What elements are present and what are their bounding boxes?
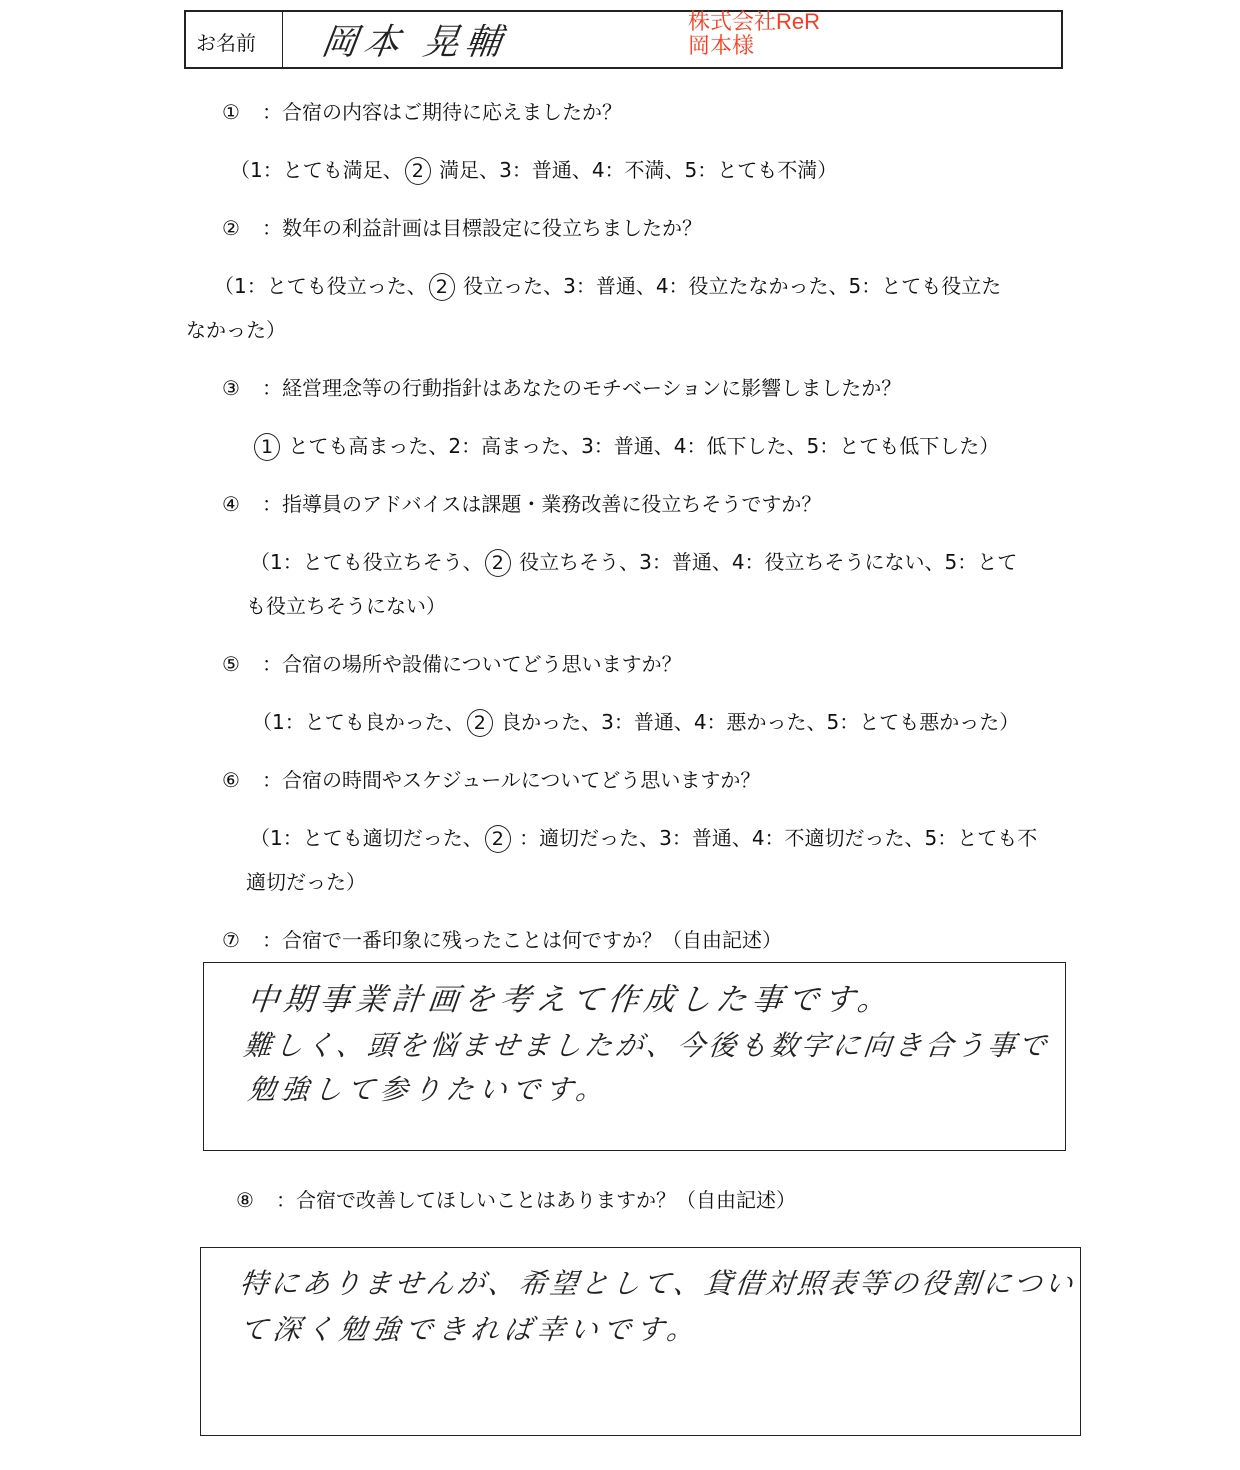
stamp-person: 岡本様 [688, 33, 755, 58]
question-3 [222, 372, 901, 401]
question-7 [222, 924, 782, 953]
answer-7-line-3: 勉強して参りたいです。 [246, 1073, 611, 1106]
option-text: 良かった、3：普通、4：悪かった、5：とても悪かった） [501, 710, 1020, 734]
question-text: ：経営理念等の行動指針はあなたのモチベーションに影響しましたか？ [262, 376, 902, 400]
question-5 [222, 648, 682, 677]
name-box-divider [282, 12, 283, 67]
options-2 [214, 270, 1001, 301]
question-text: ：合宿の内容はご期待に応えましたか？ [262, 100, 622, 124]
options-2-cont: なかった） [186, 318, 286, 342]
option-text: （1：とても満足、 [230, 158, 403, 182]
option-text: ：適切だった、3：普通、4：不適切だった、5：とても不 [519, 826, 1038, 850]
name-label: お名前 [196, 31, 256, 55]
company-stamp [688, 10, 820, 58]
stamp-company: 株式会社ReR [688, 9, 821, 34]
option-text: 役立ちそう、3：普通、4：役立ちそうにない、5：とて [519, 550, 1018, 574]
options-4-cont: も役立ちそうにない） [246, 594, 446, 618]
question-number: ① [222, 100, 240, 124]
question-text: ：合宿で改善してほしいことはありますか？（自由記述） [276, 1188, 796, 1212]
selected-option-circle[interactable]: 1 [254, 433, 280, 461]
options-1 [230, 154, 837, 185]
question-number: ④ [222, 492, 240, 516]
question-2 [222, 212, 702, 241]
question-8 [236, 1184, 796, 1213]
answer-7-line-2: 難しく、頭を悩ませましたが、今後も数字に向き合う事で [242, 1029, 1052, 1062]
question-1 [222, 96, 622, 125]
option-text: （1：とても役立ちそう、 [250, 550, 483, 574]
option-text: （1：とても役立った、 [214, 274, 427, 298]
selected-option-circle[interactable]: 2 [485, 825, 511, 853]
options-3 [252, 430, 999, 461]
question-text: ：合宿の場所や設備についてどう思いますか？ [262, 652, 682, 676]
question-text: ：合宿の時間やスケジュールについてどう思いますか？ [262, 768, 761, 792]
question-number: ⑥ [222, 768, 240, 792]
question-text: ：合宿で一番印象に残ったことは何ですか？（自由記述） [262, 928, 782, 952]
question-text: ：指導員のアドバイスは課題・業務改善に役立ちそうですか？ [262, 492, 822, 516]
question-4 [222, 488, 821, 517]
options-4 [250, 546, 1017, 577]
name-box [184, 10, 1063, 69]
question-text: ：数年の利益計画は目標設定に役立ちましたか？ [262, 216, 702, 240]
options-6 [250, 822, 1037, 853]
question-6 [222, 764, 760, 793]
option-text: 満足、3：普通、4：不満、5：とても不満） [439, 158, 838, 182]
options-6-cont: 適切だった） [246, 870, 366, 894]
question-number: ② [222, 216, 240, 240]
question-number: ⑦ [222, 928, 240, 952]
handwritten-name: 岡本 晃輔 [318, 22, 510, 63]
question-number: ⑧ [236, 1188, 254, 1212]
options-5 [252, 706, 1019, 737]
answer-8-line-2: て深く勉強できれば幸いです。 [238, 1313, 702, 1346]
selected-option-circle[interactable]: 2 [467, 709, 493, 737]
option-text: （1：とても良かった、 [252, 710, 465, 734]
question-number: ⑤ [222, 652, 240, 676]
answer-8-line-1: 特にありませんが、希望として、貸借対照表等の役割につい [238, 1267, 1078, 1300]
answer-7-line-1: 中期事業計画を考えて作成した事です。 [245, 982, 896, 1018]
selected-option-circle[interactable]: 2 [405, 157, 431, 185]
option-text: 役立った、3：普通、4：役立たなかった、5：とても役立た [463, 274, 1002, 298]
option-text: （1：とても適切だった、 [250, 826, 483, 850]
selected-option-circle[interactable]: 2 [429, 273, 455, 301]
question-number: ③ [222, 376, 240, 400]
option-text: とても高まった、2：高まった、3：普通、4：低下した、5：とても低下した） [288, 434, 1000, 458]
selected-option-circle[interactable]: 2 [485, 549, 511, 577]
